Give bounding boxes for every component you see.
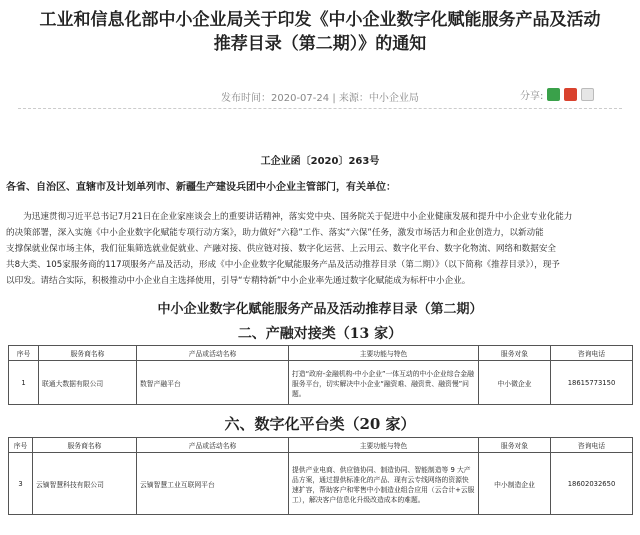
header-cell: 序号 bbox=[9, 346, 39, 361]
provider-name: 联通大数据有限公司 bbox=[39, 361, 137, 405]
platform-table bbox=[8, 437, 633, 515]
qq-icon[interactable] bbox=[581, 88, 594, 101]
features: 打造“政府-金融机构-中小企业”一体互动的中小企业综合金融服务平台，切实解决中小企业“融资难、融资贵、融资慢”问题。 bbox=[289, 361, 479, 405]
article-meta bbox=[221, 89, 419, 104]
title-line-1: 工业和信息化部中小企业局关于印发《中小企业数字化赋能服务产品及活动 bbox=[39, 10, 601, 30]
divider bbox=[18, 108, 622, 109]
product-name: 数智产融平台 bbox=[137, 361, 289, 405]
section-heading-finance: 二、产融对接类（13 家） bbox=[237, 326, 403, 342]
header-cell: 序号 bbox=[9, 438, 33, 453]
phone: 18615773150 bbox=[551, 361, 633, 405]
catalog-title: 中小企业数字化赋能服务产品及活动推荐目录（第二期） bbox=[157, 302, 483, 317]
header-cell: 服务对象 bbox=[479, 346, 551, 361]
table-row bbox=[9, 453, 633, 515]
page-title bbox=[0, 8, 640, 56]
header-cell: 产品或活动名称 bbox=[137, 346, 289, 361]
published-label: 发布时间： bbox=[221, 93, 271, 104]
publish-date: 2020-07-24 bbox=[271, 93, 330, 104]
title-line-2: 推荐目录（第二期）》的通知 bbox=[213, 34, 427, 54]
header-cell: 咨询电话 bbox=[551, 346, 633, 361]
weibo-icon[interactable] bbox=[564, 88, 577, 101]
table-header-row bbox=[9, 438, 633, 453]
header-cell: 服务商名称 bbox=[33, 438, 137, 453]
source-label: 来源：中小企业局 bbox=[338, 93, 419, 104]
table-header-row bbox=[9, 346, 633, 361]
body-line: 共8大类、105家服务商的117项服务产品及活动，形成《中小企业数字化赋能服务产品及活动推荐目录（第二期）》（以下简称《推荐目录》），现予 bbox=[6, 260, 560, 270]
notice-body bbox=[6, 209, 634, 289]
body-line: 为迅速贯彻习近平总书记7月21日在企业家座谈会上的重要讲话精神，落实党中央、国务院关于促进中小企业健康发展和提升中小企业专业化能力 bbox=[23, 212, 573, 222]
provider-name: 云镝智慧科技有限公司 bbox=[33, 453, 137, 515]
share-bar bbox=[520, 87, 594, 102]
header-cell: 主要功能与特色 bbox=[289, 438, 479, 453]
share-label: 分享: bbox=[520, 91, 544, 102]
service-target: 中小制造企业 bbox=[479, 453, 551, 515]
phone: 18602032650 bbox=[551, 453, 633, 515]
body-line: 以印发。请结合实际，积极推动中小企业自主选择使用，引导“专精特新”中小企业率先通过数字化赋能成为标杆中小企业。 bbox=[6, 276, 471, 286]
body-line: 的决策部署，深入实施《中小企业数字化赋能专项行动方案》，助力做好“六稳”工作、落实“六保”任务，激发市场活力和企业创造力，以新动能 bbox=[6, 228, 544, 238]
section-heading-platform: 六、数字化平台类（20 家） bbox=[224, 415, 416, 433]
header-cell: 服务对象 bbox=[479, 438, 551, 453]
header-cell: 服务商名称 bbox=[39, 346, 137, 361]
service-target: 中小微企业 bbox=[479, 361, 551, 405]
header-cell: 主要功能与特色 bbox=[289, 346, 479, 361]
meta-separator: | bbox=[332, 93, 336, 104]
row-number: 3 bbox=[9, 453, 33, 515]
product-name: 云镝智慧工业互联网平台 bbox=[137, 453, 289, 515]
wechat-icon[interactable] bbox=[547, 88, 560, 101]
document-number: 工企业函〔2020〕263号 bbox=[260, 156, 380, 167]
header-cell: 咨询电话 bbox=[551, 438, 633, 453]
table-row bbox=[9, 361, 633, 405]
finance-table bbox=[8, 345, 633, 405]
body-line: 支撑保就业保市场主体，我们征集筛选就业促就业、产融对接、供应链对接、数字化运营、上云用云、数字化平台、数字化物流、网络和数据安全 bbox=[6, 244, 557, 254]
row-number: 1 bbox=[9, 361, 39, 405]
features: 提供产业电商、供应链协同、制造协同、智能制造等 9 大产品方案，通过提供标准化的产品、现有云专线网络的资源快速扩容，帮助客户和零售中小制造业组合应用（云合计+云服工），解决客户信息化升级改造成本的难题。 bbox=[289, 453, 479, 515]
addressee: 各省、自治区、直辖市及计划单列市、新疆生产建设兵团中小企业主管部门，有关单位： bbox=[6, 182, 396, 193]
header-cell: 产品或活动名称 bbox=[137, 438, 289, 453]
